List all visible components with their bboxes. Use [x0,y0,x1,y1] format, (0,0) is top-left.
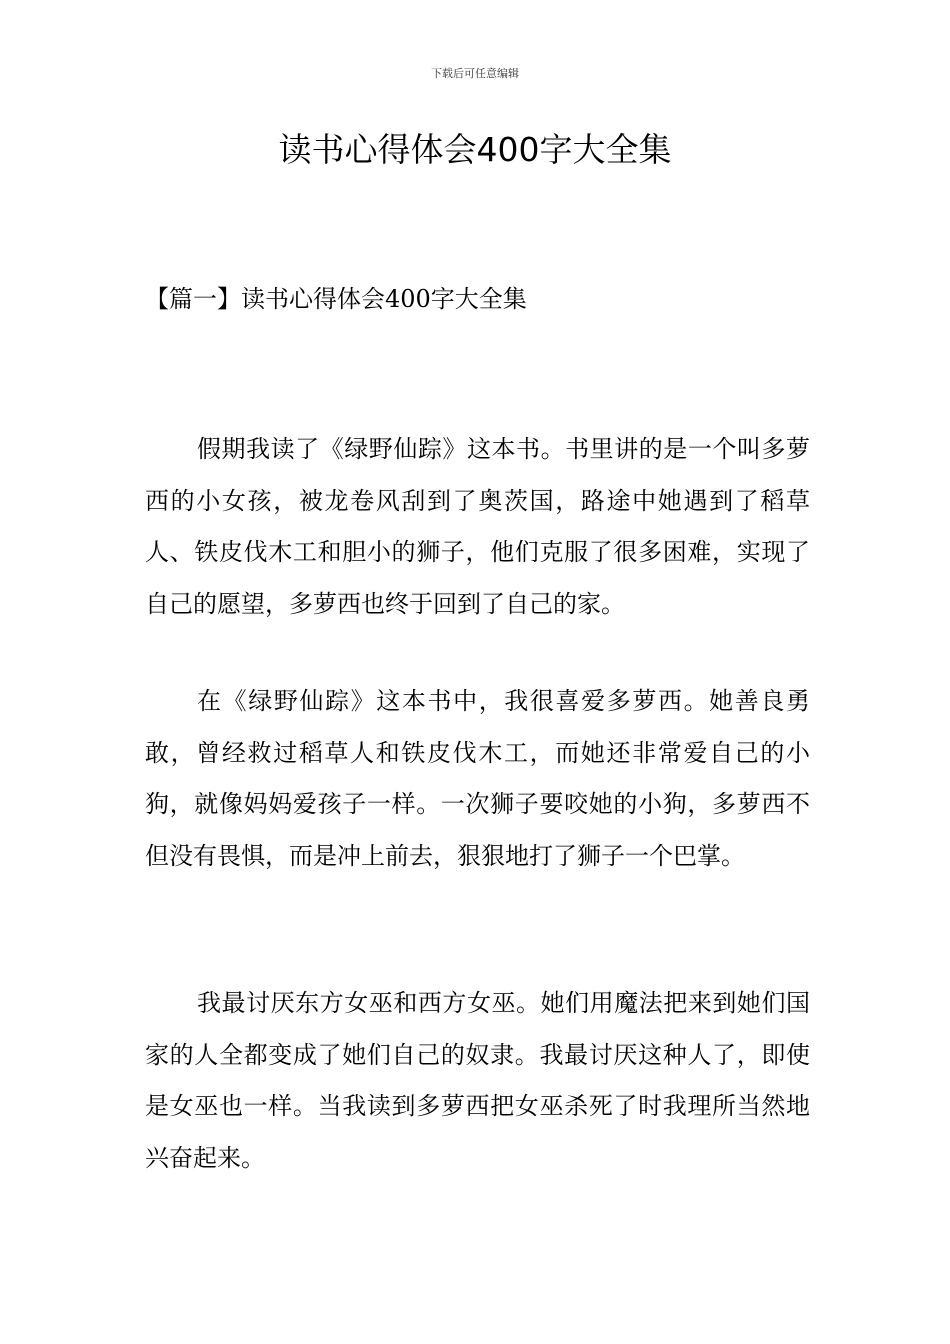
section-heading: 【篇一】读书心得体会400字大全集 [145,285,527,313]
paragraph-3: 我最讨厌东方女巫和西方女巫。她们用魔法把来到她们国家的人全都变成了她们自己的奴隶。我最讨厌这种人了，即使是女巫也一样。当我读到多萝西把女巫杀死了时我理所当然地兴奋起来。 [145,989,810,1172]
header-note: 下载后可任意编辑 [431,67,519,80]
document-title: 读书心得体会400字大全集 [278,130,672,169]
paragraph-1: 假期我读了《绿野仙踪》这本书。书里讲的是一个叫多萝西的小女孩，被龙卷风刮到了奥茨国，路途中她遇到了稻草人、铁皮伐木工和胆小的狮子，他们克服了很多困难，实现了自己的愿望，多萝西也终于回到了自己的家。 [145,435,810,618]
paragraph-2: 在《绿野仙踪》这本书中，我很喜爱多萝西。她善良勇敢，曾经救过稻草人和铁皮伐木工，而她还非常爱自己的小狗，就像妈妈爱孩子一样。一次狮子要咬她的小狗，多萝西不但没有畏惧，而是冲上前去，狠狠地打了狮子一个巴掌。 [145,687,810,870]
